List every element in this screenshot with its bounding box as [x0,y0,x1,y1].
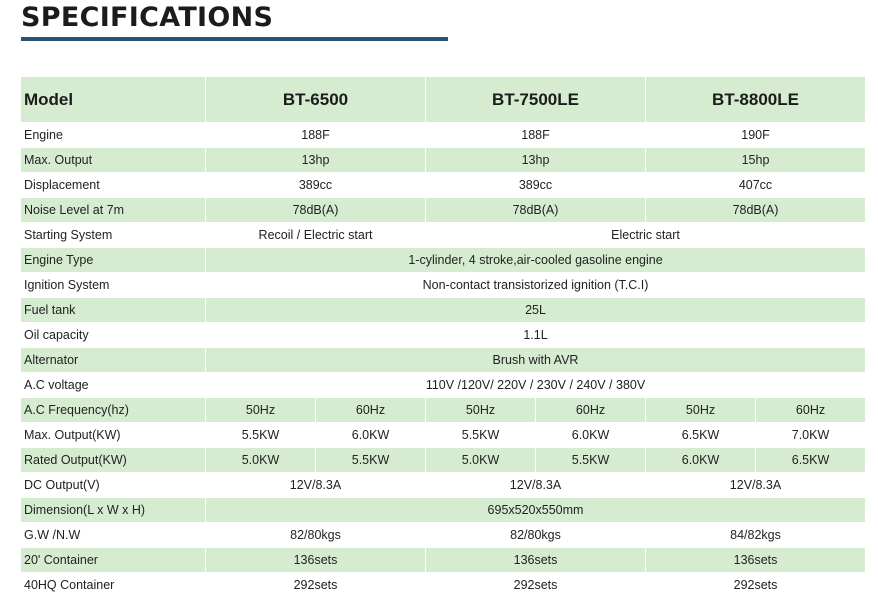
cell: 136sets [646,548,866,573]
row-label: Displacement [21,173,206,198]
cell: 1-cylinder, 4 stroke,air-cooled gasoline engine [206,248,866,273]
cell: 5.5KW [536,448,646,473]
cell: 5.0KW [206,448,316,473]
cell: Non-contact transistorized ignition (T.C.I) [206,273,866,298]
cell: 5.5KW [206,423,316,448]
cell: 50Hz [426,398,536,423]
cell: 389cc [426,173,646,198]
cell: 5.0KW [426,448,536,473]
row-label: Noise Level at 7m [21,198,206,223]
row-label: Fuel tank [21,298,206,323]
table-row [21,223,866,248]
table-row [21,273,866,298]
cell: 50Hz [646,398,756,423]
cell: 12V/8.3A [426,473,646,498]
table-row [21,248,866,273]
cell: 25L [206,298,866,323]
row-label: Max. Output(KW) [21,423,206,448]
row-label: Dimension(L x W x H) [21,498,206,523]
cell: 12V/8.3A [206,473,426,498]
table-row [21,173,866,198]
row-label: A.C voltage [21,373,206,398]
table-row [21,298,866,323]
row-label: Oil capacity [21,323,206,348]
cell: 60Hz [756,398,866,423]
cell: 6.5KW [756,448,866,473]
cell: 82/80kgs [206,523,426,548]
row-label: Alternator [21,348,206,373]
row-label: Engine Type [21,248,206,273]
model-header: BT-6500 [206,77,426,123]
table-row [21,323,866,348]
cell: 12V/8.3A [646,473,866,498]
page-title: SPECIFICATIONS [21,2,274,33]
cell: 292sets [206,573,426,598]
cell: 78dB(A) [206,198,426,223]
row-label: Max. Output [21,148,206,173]
row-label: 20' Container [21,548,206,573]
row-label: Ignition System [21,273,206,298]
row-label: DC Output(V) [21,473,206,498]
cell: 13hp [206,148,426,173]
row-label: A.C Frequency(hz) [21,398,206,423]
cell: Brush with AVR [206,348,866,373]
cell: 78dB(A) [646,198,866,223]
cell: 136sets [426,548,646,573]
cell: 389cc [206,173,426,198]
table-row [21,473,866,498]
model-header: BT-8800LE [646,77,866,123]
row-label: Engine [21,123,206,148]
cell: 190F [646,123,866,148]
table-row [21,498,866,523]
specifications-table [20,76,866,598]
table-row [21,123,866,148]
cell: 15hp [646,148,866,173]
title-underline [21,37,448,41]
cell: 6.0KW [536,423,646,448]
table-row [21,373,866,398]
cell: 78dB(A) [426,198,646,223]
cell: 1.1L [206,323,866,348]
cell: 6.0KW [646,448,756,473]
cell: 188F [206,123,426,148]
cell: 6.5KW [646,423,756,448]
table-row [21,198,866,223]
table-row [21,398,866,423]
cell: 84/82kgs [646,523,866,548]
table-row [21,548,866,573]
cell: 13hp [426,148,646,173]
model-header: BT-7500LE [426,77,646,123]
table-row [21,573,866,598]
cell: 407cc [646,173,866,198]
table-row [21,148,866,173]
table-row [21,448,866,473]
table-row [21,348,866,373]
cell: 110V /120V/ 220V / 230V / 240V / 380V [206,373,866,398]
cell: 6.0KW [316,423,426,448]
cell: 60Hz [536,398,646,423]
cell: Electric start [426,223,866,248]
cell: 82/80kgs [426,523,646,548]
cell: 5.5KW [426,423,536,448]
row-label: Rated Output(KW) [21,448,206,473]
cell: Recoil / Electric start [206,223,426,248]
cell: 60Hz [316,398,426,423]
table-header-row [21,77,866,123]
cell: 5.5KW [316,448,426,473]
cell: 292sets [426,573,646,598]
cell: 188F [426,123,646,148]
row-label: 40HQ Container [21,573,206,598]
table-row [21,523,866,548]
cell: 50Hz [206,398,316,423]
cell: 292sets [646,573,866,598]
row-label: G.W /N.W [21,523,206,548]
cell: 136sets [206,548,426,573]
header-label: Model [21,77,206,123]
cell: 695x520x550mm [206,498,866,523]
table-row [21,423,866,448]
row-label: Starting System [21,223,206,248]
cell: 7.0KW [756,423,866,448]
